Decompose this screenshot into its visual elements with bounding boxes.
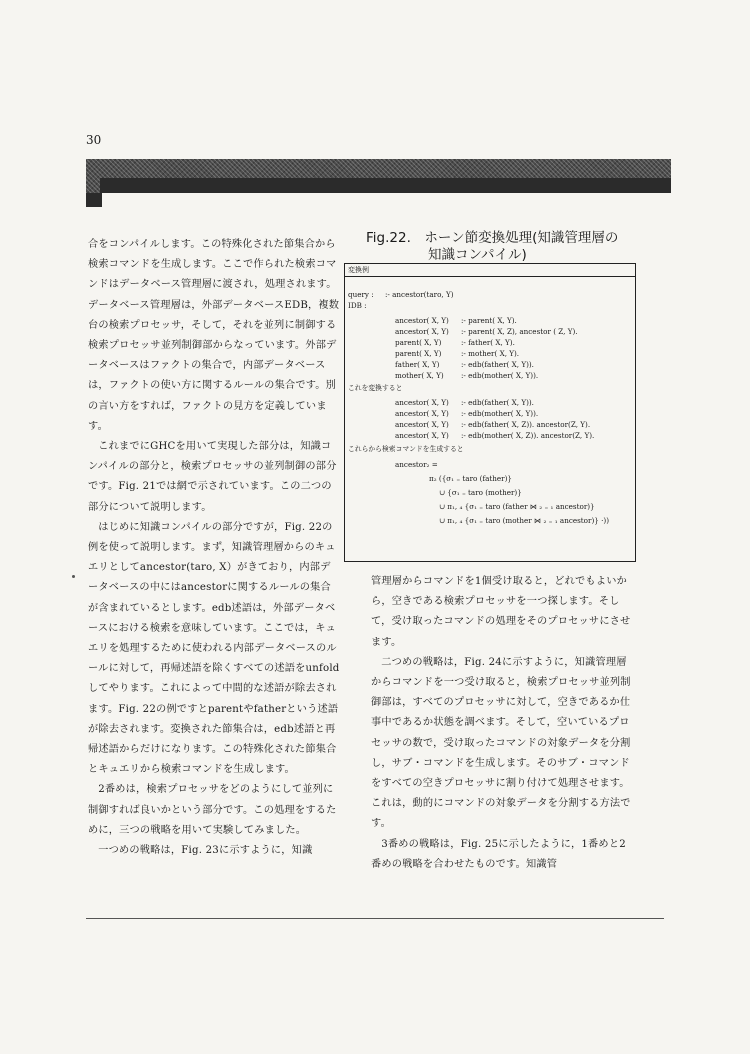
command-line: π₂ ({σ₁ ₌ taro (father)} bbox=[429, 474, 512, 483]
paragraph: 3番めの戦略は，Fig. 25に示したように，1番めと2番めの戦略を合わせたものです。知識管 bbox=[371, 838, 626, 870]
rule-head: ancestor( X, Y) bbox=[395, 420, 449, 429]
right-column bbox=[371, 572, 631, 875]
rule-body: :- edb(father( X, Y)). bbox=[461, 398, 534, 407]
rule-head: ancestor( X, Y) bbox=[395, 431, 449, 440]
figure-title-line1: Fig.22. ホーン節変換処理(知識管理層の bbox=[366, 230, 619, 246]
idb-label: IDB : bbox=[348, 301, 367, 310]
rule-head: parent( X, Y) bbox=[395, 338, 442, 347]
rule-body: :- edb(father( X, Y)). bbox=[461, 360, 534, 369]
rule-head: parent( X, Y) bbox=[395, 349, 442, 358]
rule-head: ancestor( X, Y) bbox=[395, 409, 449, 418]
rule-body: :- parent( X, Y). bbox=[461, 316, 517, 325]
paragraph: これまでにGHCを用いて実現した部分は，知識コンパイルの部分と，検索プロセッサの並列制御の部分です。Fig. 21では網で示されています。この二つの部分について説明します。 bbox=[88, 441, 337, 513]
footer-rule bbox=[86, 918, 664, 919]
paragraph: 2番めは，検索プロセッサをどのようにして並列に制御すれば良いかという部分です。この処理をするために，三つの戦略を用いて実験してみました。 bbox=[88, 784, 337, 836]
figure-box-heading: 変換例 bbox=[348, 266, 369, 274]
paragraph: 一つめの戦略は，Fig. 23に示すように，知識 bbox=[98, 845, 313, 857]
rule-head: mother( X, Y) bbox=[395, 371, 444, 380]
page-number: 30 bbox=[86, 133, 102, 147]
query-body: :- ancestor(taro, Y) bbox=[385, 290, 454, 299]
query-label: query : bbox=[348, 290, 374, 299]
generate-label: これらから検索コマンドを生成すると bbox=[348, 445, 464, 453]
paragraph: 二つめの戦略は，Fig. 24に示すように，知識管理層からコマンドを一つ受け取ると，検索プロセッサ並列制御部は，すべてのプロセッサに対して，空きであるか仕事中であるか状態を調べます。そして，空いているプロセッサの数で，受け取ったコマンドの対象データを分割し，サブ・コマンドを生成します。そのサブ・コマンドをすべての空きプロセッサに割り付けて処理させます。これは，動的にコマンドの対象データを分割する方法です。 bbox=[371, 656, 631, 830]
left-column bbox=[88, 235, 340, 861]
command-line: ancestor₂ = bbox=[395, 460, 438, 469]
rule-body: :- parent( X, Z), ancestor ( Z, Y). bbox=[461, 327, 578, 336]
paragraph: 管理層からコマンドを1個受け取ると，どれでもよいから，空きである検索プロセッサを一つ探します。そして，受け取ったコマンドの処理をそのプロセッサにさせます。 bbox=[371, 576, 631, 648]
rule-body: :- edb(mother( X, Y)). bbox=[461, 409, 539, 418]
figure-box bbox=[344, 263, 636, 562]
header-band-tab bbox=[86, 193, 102, 207]
figure-title-line2: 知識コンパイル) bbox=[428, 247, 527, 263]
command-line: ∪ {σ₁ ₌ taro (mother)} bbox=[439, 488, 522, 497]
rule-body: :- mother( X, Y). bbox=[461, 349, 520, 358]
command-line: ∪ π₁, ₄ {σ₁ ₌ taro (mother ⋈ ₂ ₌ ₁ ancestor)} ·)) bbox=[439, 516, 610, 525]
transform-label: これを変換すると bbox=[348, 384, 403, 392]
figure-box-divider bbox=[345, 276, 635, 277]
rule-head: ancestor( X, Y) bbox=[395, 327, 449, 336]
figure-title bbox=[366, 230, 646, 264]
rule-head: ancestor( X, Y) bbox=[395, 316, 449, 325]
rule-body: :- edb(father( X, Z)). ancestor(Z, Y). bbox=[461, 420, 591, 429]
scan-speck bbox=[72, 575, 75, 578]
paragraph: はじめに知識コンパイルの部分ですが，Fig. 22の例を使って説明します。まず，知識管理層からのキュエリとしてancestor(taro, X）がきており，内部データベースの中にはancestorに関するルールの集合が含まれているとします。edb述語は，外部データベースにおける検索を意味しています。ここでは，キュエリを処理するために使われる内部データベースのルールに対して，再帰述語を除くすべての述語をunfoldしてやります。これによって中間的な述語が除去されます。Fig. 22の例ですとparentやfatherという述語が除去されます。変換された節集合は，edb述語と再帰述語からだけになります。この特殊化された節集合とキュエリから検索コマンドを生成します。 bbox=[88, 521, 340, 776]
header-band-shadow bbox=[100, 178, 671, 193]
rule-body: :- edb(mother( X, Z)). ancestor(Z, Y). bbox=[461, 431, 595, 440]
rule-head: ancestor( X, Y) bbox=[395, 398, 449, 407]
command-line: ∪ π₁, ₄ {σ₁ ₌ taro (father ⋈ ₂ ₌ ₁ ancestor)} bbox=[439, 502, 595, 511]
rule-head: father( X, Y) bbox=[395, 360, 440, 369]
rule-body: :- father( X, Y). bbox=[461, 338, 515, 347]
rule-body: :- edb(mother( X, Y)). bbox=[461, 371, 539, 380]
paragraph: 合をコンパイルします。この特殊化された節集合から検索コマンドを生成します。ここで作られた検索コマンドはデータベース管理層に渡され，処理されます。データベース管理層は，外部データベースEDB，複数台の検索プロセッサ，そして，それを並列に制御する検索プロセッサ並列制御部からなっています。外部データベースはファクトの集合で，内部データベースは，ファクトの使い方に関するルールの集合です。別の言い方をすれば，ファクトの見方を定義しています。 bbox=[88, 239, 340, 432]
